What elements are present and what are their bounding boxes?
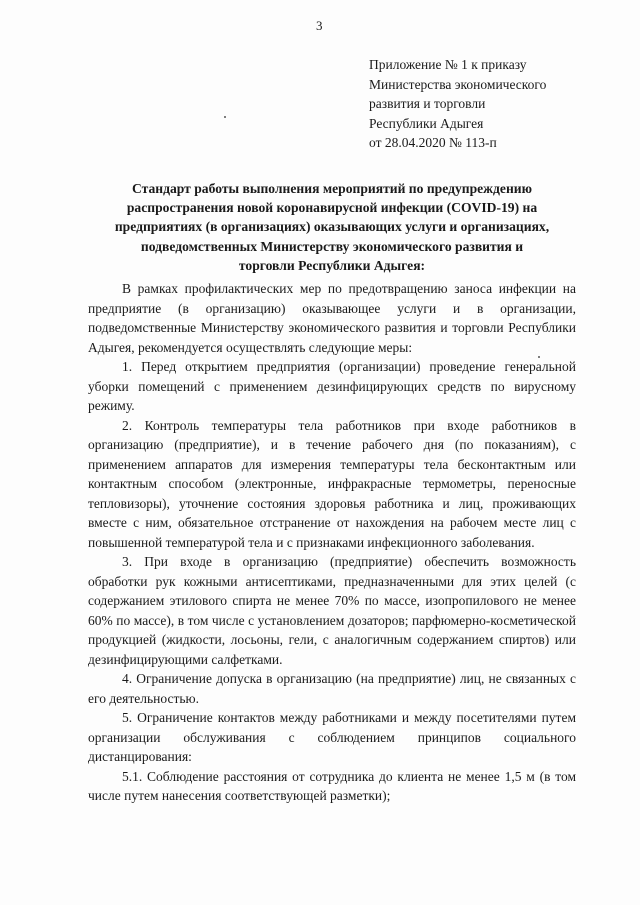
appendix-line: Приложение № 1 к приказу xyxy=(369,57,527,72)
appendix-line: Республики Адыгея xyxy=(369,115,484,131)
title-line: подведомственных Министерству экономического развития и xyxy=(140,238,524,254)
appendix-block xyxy=(369,55,546,153)
scan-speck xyxy=(224,116,226,118)
title-line: распространения новой коронавирусной инфекции (COVID-19) на xyxy=(126,200,538,216)
appendix-line: Министерства экономического xyxy=(369,76,547,92)
title-line: Стандарт работы выполнения мероприятий по предупреждению xyxy=(132,181,532,196)
item-3-paragraph: 3. При входе в организацию (предприятие) обеспечить возможность обработки рук кожными антисептиками, предназначенными для этих целей (с содержанием этилового спирта не менее 70% по массе, изопропилового не менее 60% по массе), в том числе с установлением дозаторов; парфюмерно-косметической продукцией (жидкости, лосьоны, гели, с аналогичным содержанием спиртов) или дезинфицирующими салфетками. xyxy=(88,554,576,667)
title-line: предприятиях (в организациях) оказывающих услуги и организациях, xyxy=(114,219,550,235)
scan-speck xyxy=(538,356,540,358)
item-2-paragraph: 2. Контроль температуры тела работников при входе работников в организацию (предприятие), и в течение рабочего дня (по показаниям), с применением аппаратов для измерения температуры тела бесконтактным или контактным способом (электронные, инфракрасные термометры, переносные тепловизоры), уточнение состояния здоровья работника и лиц, проживающих вместе с ним, обязательное отстранение от нахождения на рабочем месте лиц с повышенной температурой тела и с признаками инфекционного заболевания. xyxy=(88,417,576,550)
intro-paragraph: В рамках профилактических мер по предотвращению заноса инфекции на предприятие (в организацию) оказывающее услуги и в организации, подведомственные Министерству экономического развития и торговли Республики Адыгея, рекомендуется осуществлять следующие меры: xyxy=(88,281,576,355)
item-4-paragraph: 4. Ограничение допуска в организацию (на предприятие) лиц, не связанных с его деятельностью. xyxy=(88,671,576,706)
item-1-paragraph: 1. Перед открытием предприятия (организации) проведение генеральной уборки помещений с применением дезинфицирующих средств по вирусному режиму. xyxy=(88,359,576,413)
document-body xyxy=(88,279,576,806)
document-title xyxy=(88,179,576,275)
item-5-1-paragraph: 5.1. Соблюдение расстояния от сотрудника до клиента не менее 1,5 м (в том числе путем нанесения соответствующей разметки); xyxy=(88,768,576,803)
appendix-line: развития и торговли xyxy=(369,96,486,111)
page-number: 3 xyxy=(316,18,323,33)
appendix-line: от 28.04.2020 № 113-п xyxy=(369,135,497,150)
title-line: торговли Республики Адыгея: xyxy=(238,257,426,273)
item-5-paragraph: 5. Ограничение контактов между работниками и между посетителями путем организации обслуживания с соблюдением принципов социального дистанцирования: xyxy=(88,710,576,764)
